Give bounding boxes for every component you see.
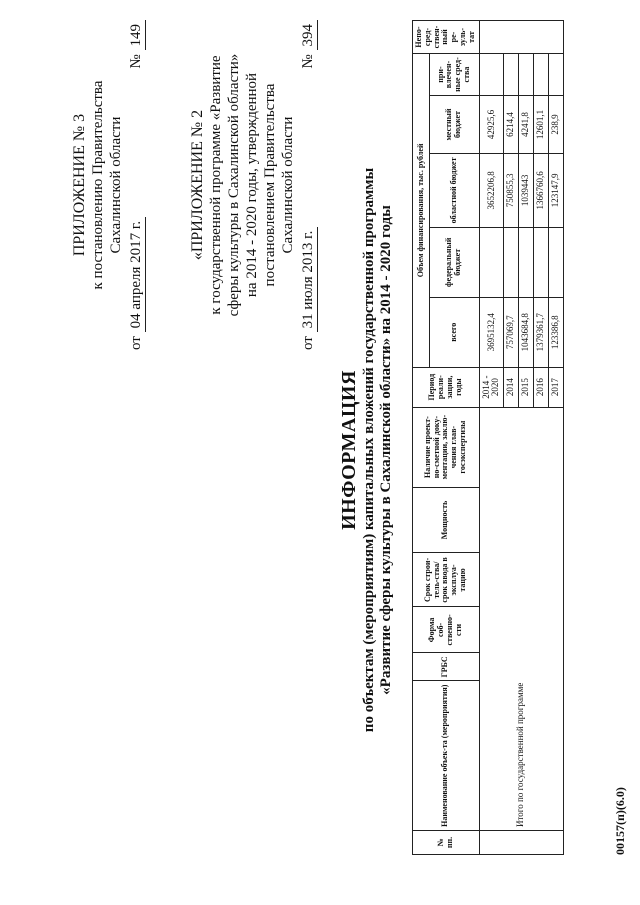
header-total: всего bbox=[430, 297, 480, 367]
header-docs: Наличие проект-но-сметной доку-ментации, заклю-чения глав-госэкспертизы bbox=[413, 407, 480, 487]
appendix-2-line-2: сферы культуры в Сахалинской области» bbox=[226, 53, 243, 317]
appendix-2-line-1: к государственной программе «Развитие bbox=[208, 55, 225, 315]
appendix-2-from: от bbox=[300, 336, 317, 350]
header-attracted: при-влечен-ные сред-ства bbox=[430, 54, 480, 96]
cell-attracted bbox=[479, 54, 504, 96]
cell-federal bbox=[534, 227, 549, 297]
cell-result bbox=[479, 21, 563, 54]
appendix-2-line-5: Сахалинской области bbox=[280, 116, 297, 254]
cell-period: 2017 bbox=[549, 367, 564, 407]
cell-total: 757069,7 bbox=[504, 297, 519, 367]
cell-attracted bbox=[549, 54, 564, 96]
cell-federal bbox=[549, 227, 564, 297]
caption-line-2: «Развитие сферы культуры в Сахалинской области» на 2014 - 2020 годы bbox=[378, 205, 395, 695]
cell-regional: 1366760,6 bbox=[534, 153, 549, 227]
appendix-2-no: № bbox=[300, 54, 317, 69]
cell-local: 42925,6 bbox=[479, 96, 504, 154]
cell-federal bbox=[479, 227, 504, 297]
cell-total: 3695132,4 bbox=[479, 297, 504, 367]
cell-attracted bbox=[519, 54, 534, 96]
appendix-3-block bbox=[70, 20, 146, 350]
appendix-3-date: 04 апреля 2017 г. bbox=[127, 217, 146, 333]
cell-total: 123386,8 bbox=[549, 297, 564, 367]
caption-title: ИНФОРМАЦИЯ bbox=[338, 370, 360, 530]
cell-regional: 1039443 bbox=[519, 153, 534, 227]
appendix-3-signature-line bbox=[127, 20, 146, 350]
appendix-3-from: от bbox=[128, 336, 145, 350]
summary-num-cell bbox=[479, 831, 563, 855]
cell-federal bbox=[519, 227, 534, 297]
appendix-2-signature-line bbox=[299, 20, 318, 350]
appendix-3-line-2: Сахалинской области bbox=[108, 116, 125, 254]
cell-total: 1379361,7 bbox=[534, 297, 549, 367]
cell-local: 4241,8 bbox=[519, 96, 534, 154]
document-code: 00157(п)(6.0) bbox=[613, 787, 627, 855]
cell-local: 238,9 bbox=[549, 96, 564, 154]
cell-regional: 123147,9 bbox=[549, 153, 564, 227]
table-row bbox=[479, 21, 504, 855]
header-num: № пп. bbox=[413, 831, 480, 855]
cell-period: 2015 bbox=[519, 367, 534, 407]
cell-attracted bbox=[504, 54, 519, 96]
cell-local: 6214,4 bbox=[504, 96, 519, 154]
appendix-2-line-4: постановлением Правительства bbox=[262, 83, 279, 287]
appendix-2-block bbox=[188, 20, 318, 350]
header-term: Срок строи-тель-ства/срок ввода в эксплуа-тацию bbox=[413, 553, 480, 607]
cell-period: 2014 - 2020 bbox=[479, 367, 504, 407]
header-result: Непо-сред-ствен-ный ре-зуль-тат bbox=[413, 21, 480, 54]
rotated-page bbox=[70, 20, 630, 880]
header-grbs: ГРБС bbox=[413, 653, 480, 681]
appendix-3-number: 149 bbox=[127, 20, 146, 51]
appendix-3-no: № bbox=[128, 54, 145, 69]
table-header-row bbox=[413, 21, 430, 855]
cell-period: 2014 bbox=[504, 367, 519, 407]
header-period: Период реали-зации, годы bbox=[413, 367, 480, 407]
capital-investments-table bbox=[412, 20, 564, 855]
appendix-2-number: 394 bbox=[299, 20, 318, 51]
header-funding: Объем финансирования, тыс. рублей bbox=[413, 54, 430, 368]
caption-line-1: по объектам (мероприятиям) капитальных вложений государственной программы bbox=[361, 167, 377, 733]
appendix-2-title: «ПРИЛОЖЕНИЕ № 2 bbox=[189, 109, 206, 261]
appendix-2-date: 31 июля 2013 г. bbox=[299, 227, 318, 333]
header-federal: федеральный бюджет bbox=[430, 227, 480, 297]
header-name: Наименование объек-та (мероприятия) bbox=[413, 681, 480, 831]
cell-regional: 750855,3 bbox=[504, 153, 519, 227]
header-regional: областной бюджет bbox=[430, 153, 480, 227]
cell-total: 1043684,8 bbox=[519, 297, 534, 367]
cell-attracted bbox=[534, 54, 549, 96]
header-capacity: Мощность bbox=[413, 487, 480, 553]
header-form: Форма соб-ственно-сти bbox=[413, 607, 480, 653]
appendix-2-line-3: на 2014 - 2020 годы, утвержденной bbox=[244, 72, 261, 298]
cell-local: 12601,1 bbox=[534, 96, 549, 154]
cell-regional: 3652206,8 bbox=[479, 153, 504, 227]
cell-federal bbox=[504, 227, 519, 297]
cell-period: 2016 bbox=[534, 367, 549, 407]
summary-label: Итого по государственной программе bbox=[479, 407, 563, 830]
appendix-3-line-1: к постановлению Правительства bbox=[90, 80, 107, 290]
header-local: местный бюджет bbox=[430, 96, 480, 154]
document-caption bbox=[338, 20, 396, 880]
appendix-3-title: ПРИЛОЖЕНИЕ № 3 bbox=[71, 113, 88, 257]
